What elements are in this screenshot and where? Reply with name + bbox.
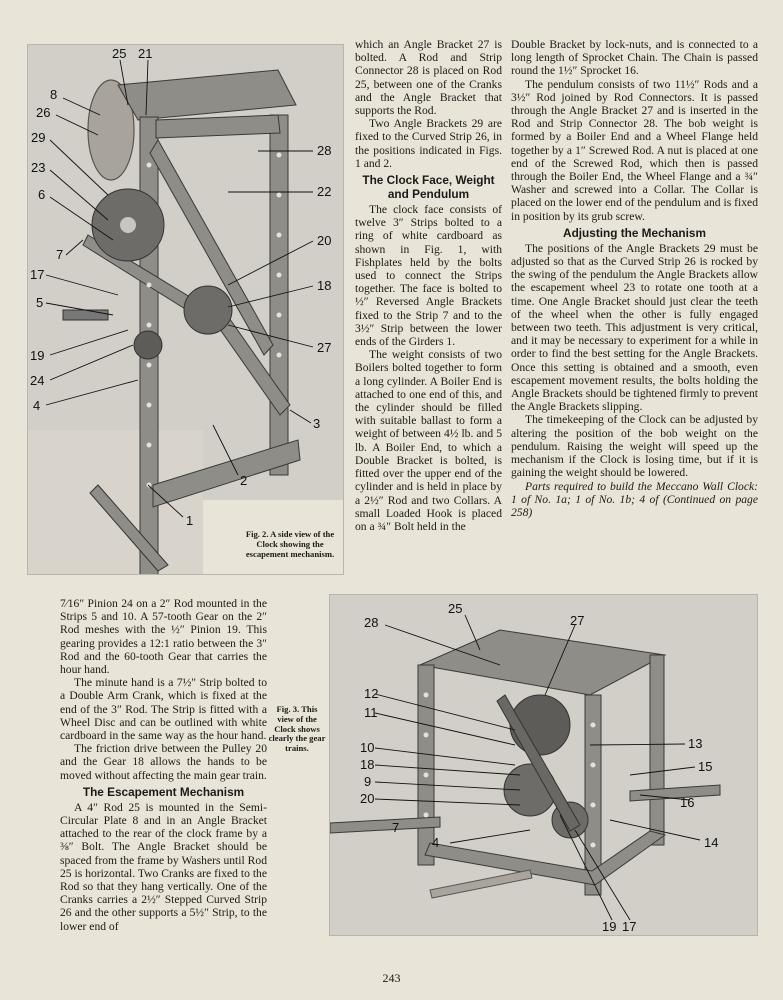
fig2-label-22: 22 bbox=[317, 184, 332, 199]
text-column-1 bbox=[60, 597, 267, 933]
fig3-label-11: 11 bbox=[364, 705, 378, 720]
fig2-label-6: 6 bbox=[38, 187, 46, 202]
fig2-label-8: 8 bbox=[50, 87, 58, 102]
fig2-label-25: 25 bbox=[112, 46, 127, 61]
col2-paragraph-3: The clock face consists of twelve 3″ Strips bolted to a ring of white cardboard as shown in Fig. 1, with Fishplates held by the bolts used to connect the Strips together. The face is bolted to ½″ Reversed Angle Brackets fixed to the Strip 7 and to the 3½″ Strip between the lower ends of the Girders 1. bbox=[355, 203, 502, 349]
fig2-label-29: 29 bbox=[31, 130, 46, 145]
fig3-label-7: 7 bbox=[392, 820, 400, 835]
clock-side-view-illustration bbox=[28, 45, 343, 574]
fig2-label-2: 2 bbox=[240, 473, 248, 488]
col1-paragraph-1: 7⁄16″ Pinion 24 on a 2″ Rod mounted in the Strips 5 and 10. A 57-tooth Gear on the 2″ Rod meshes with the ½″ Pinion 19. This gearing provides a 12:1 ratio between the 3″ Rod and the 60-tooth Gear that carries the hour hand. bbox=[60, 597, 267, 677]
fig2-label-23: 23 bbox=[31, 160, 46, 175]
col3-paragraph-3: The positions of the Angle Brackets 29 must be adjusted so that as the Curved Strip 26 is rocked by the swing of the pendulum the Angle Brackets allow the escapement wheel 23 to rotate one tooth at a time. One Angle Bracket should just clear the teeth of the wheel when the other is fully engaged between two teeth. This adjustment is very critical, and it may be necessary to experiment for a while in order to find the best setting for the Angle Brackets. Once this setting is obtained and a smooth, even escapement movement results, the bolts holding the Angle Brackets should be tightened firmly to prevent the Angle Brackets slipping. bbox=[511, 241, 758, 414]
fig3-label-18: 18 bbox=[360, 757, 375, 772]
col2-paragraph-1: which an Angle Bracket 27 is bolted. A Rod and Strip Connector 28 is placed on Rod 25, between one of the Cranks and the Angle Bracket that supports the Rod. bbox=[355, 38, 502, 118]
col3-paragraph-1: Double Bracket by lock-nuts, and is connected to a long length of Sprocket Chain. The Chain is passed round the 1½″ Sprocket 16. bbox=[511, 38, 758, 78]
col3-paragraph-4: The timekeeping of the Clock can be adjusted by altering the position of the bob weight on the pendulum. Raising the weight will speed up the mechanism if the Clock is losing time, but if it is gaining the weight should be lowered. bbox=[511, 413, 758, 480]
figure-3-caption: Fig. 3. This view of the Clock shows clearly the gear trains. bbox=[268, 704, 326, 754]
col1-paragraph-3: The friction drive between the Pulley 20 and the Gear 18 allows the hands to be moved without affecting the main gear train. bbox=[60, 742, 267, 782]
col2-paragraph-2: Two Angle Brackets 29 are fixed to the Curved Strip 26, in the positions indicated in Figs. 1 and 2. bbox=[355, 117, 502, 170]
fig3-label-27: 27 bbox=[570, 613, 585, 628]
col2-paragraph-4: The weight consists of two Boilers bolted together to form a long cylinder. A Boiler End is attached to one end of this, and the cylinder should be filled with suitable ballast to form a weight of between 4½ lb. and 5 lb. A Boiler End, to which a Double Bracket is bolted, is fitted over the upper end of the cylinder and is held in place by a 2½″ Rod and two Collars. A small Loaded Hook is placed on a ¾″ Bolt held in the bbox=[355, 348, 502, 533]
fig3-label-12: 12 bbox=[364, 686, 379, 701]
fig3-label-10: 10 bbox=[360, 740, 375, 755]
text-column-3 bbox=[511, 38, 758, 519]
fig2-label-1: 1 bbox=[186, 513, 194, 528]
col1-paragraph-4: A 4″ Rod 25 is mounted in the Semi-Circular Plate 8 and in an Angle Bracket attached to the rear of the clock frame by a ⅜″ Bolt. The Angle Bracket should be spaced from the frame by Washers until Rod 25 is horizontal. Two Cranks are fixed to the Rod so that they hang vertically. One of the Cranks carries a 2½″ Stepped Curved Strip 26 and the other supports a 5½″ Strip, to the lower end of bbox=[60, 800, 267, 933]
heading-escapement-mechanism: The Escapement Mechanism bbox=[82, 784, 245, 799]
fig2-label-7: 7 bbox=[56, 247, 64, 262]
fig3-label-25: 25 bbox=[448, 601, 463, 616]
fig3-label-13: 13 bbox=[688, 736, 703, 751]
fig2-label-18: 18 bbox=[317, 278, 332, 293]
figure-2-caption: Fig. 2. A side view of the Clock showing the escapement mechanism. bbox=[245, 529, 335, 559]
col3-paragraph-2: The pendulum consists of two 11½″ Rods and a 3½″ Rod joined by Rod Connectors. It is passed through the Angle Bracket 27 and is inserted in the Rod and Strip Connector 28. The bob weight is formed by a Boiler End and a Wheel Flange held together by a 1″ Screwed Rod. A nut is placed at one end of the Screwed Rod, which then is passed through the Boiler End, the Wheel Flange and a ¾″ Washer and screwed into a Collar. The Collar is placed on the lower end of the pendulum and is fixed in position by its grub screw. bbox=[511, 77, 758, 223]
fig2-label-5: 5 bbox=[36, 295, 44, 310]
fig2-label-19: 19 bbox=[30, 348, 45, 363]
fig2-label-26: 26 bbox=[36, 105, 51, 120]
fig2-label-21: 21 bbox=[138, 46, 153, 61]
fig2-label-4: 4 bbox=[33, 398, 41, 413]
fig2-label-20: 20 bbox=[317, 233, 332, 248]
fig3-label-19: 19 bbox=[602, 919, 617, 934]
figure-3-photo bbox=[329, 594, 758, 936]
col3-parts-list: Parts required to build the Meccano Wall Clock: 1 of No. 1a; 1 of No. 1b; 4 of (Continued on page 258) bbox=[511, 479, 758, 519]
fig2-label-24: 24 bbox=[30, 373, 45, 388]
text-column-2 bbox=[355, 38, 502, 533]
fig2-label-28: 28 bbox=[317, 143, 332, 158]
fig3-label-15: 15 bbox=[698, 759, 713, 774]
fig3-label-4: 4 bbox=[432, 835, 440, 850]
fig3-label-9: 9 bbox=[364, 774, 372, 789]
clock-gear-train-illustration bbox=[330, 595, 757, 935]
fig3-label-16: 16 bbox=[680, 795, 695, 810]
fig2-label-17: 17 bbox=[30, 267, 45, 282]
fig2-label-27: 27 bbox=[317, 340, 332, 355]
fig3-label-17: 17 bbox=[622, 919, 637, 934]
page-number: 243 bbox=[382, 971, 401, 985]
col1-paragraph-2: The minute hand is a 7½″ Strip bolted to a Double Arm Crank, which is fixed at the end of the 3″ Rod. The Strip is fitted with a Wheel Disc and can be outlined with white cardboard in the same way as the hour hand. bbox=[60, 676, 267, 743]
heading-adjusting-mechanism: Adjusting the Mechanism bbox=[563, 225, 706, 240]
figure-2-photo bbox=[27, 44, 344, 575]
fig2-label-3: 3 bbox=[313, 416, 321, 431]
fig3-label-28: 28 bbox=[364, 615, 379, 630]
fig3-label-14: 14 bbox=[704, 835, 719, 850]
heading-clock-face: The Clock Face, Weight and Pendulum bbox=[362, 173, 495, 202]
fig3-label-20: 20 bbox=[360, 791, 375, 806]
